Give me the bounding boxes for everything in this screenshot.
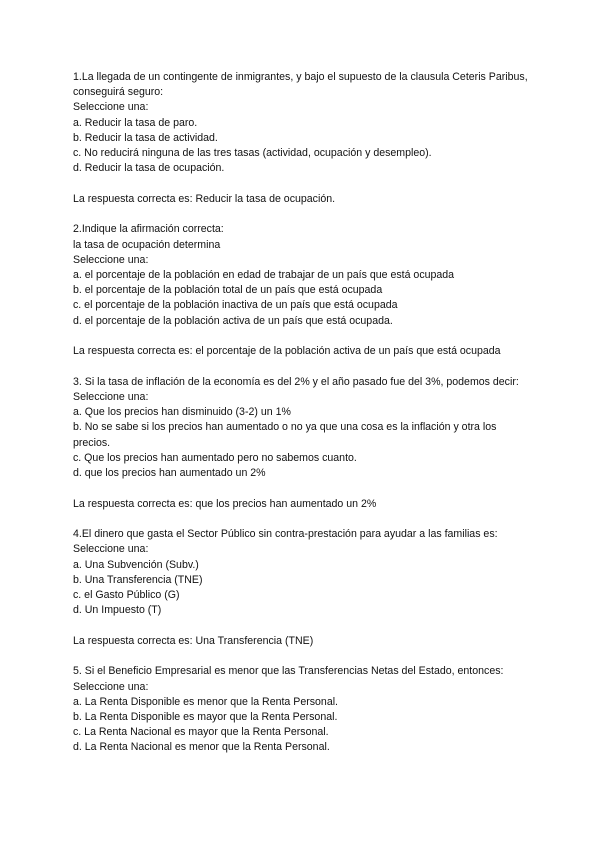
question-4-answer: La respuesta correcta es: Una Transferencia (TNE): [73, 634, 314, 647]
question-5-option-c: c. La Renta Nacional es mayor que la Renta Personal.: [73, 726, 329, 739]
spacer: [73, 481, 533, 496]
question-4-option-b: b. Una Transferencia (TNE): [73, 573, 203, 586]
question-3: [73, 375, 533, 512]
spacer: [73, 649, 533, 664]
spacer: [73, 207, 533, 222]
question-2-stem: 2.Indique la afirmación correcta:: [73, 223, 224, 236]
question-1-option-b: b. Reducir la tasa de actividad.: [73, 131, 218, 144]
question-2-option-d: d. el porcentaje de la población activa de un país que está ocupada.: [73, 314, 393, 327]
question-1-prompt: Seleccione una:: [73, 101, 149, 114]
spacer: [73, 329, 533, 344]
document-content: [73, 70, 533, 756]
question-5: [73, 664, 533, 755]
question-4-stem: 4.El dinero que gasta el Sector Público sin contra-prestación para ayudar a las familias es:: [73, 528, 498, 541]
spacer: [73, 512, 533, 527]
question-4-prompt: Seleccione una:: [73, 543, 149, 556]
spacer: [73, 618, 533, 633]
question-5-option-a: a. La Renta Disponible es menor que la Renta Personal.: [73, 695, 339, 708]
question-4: [73, 527, 533, 649]
question-3-option-c: c. Que los precios han aumentado pero no sabemos cuanto.: [73, 451, 357, 464]
question-2-stem-continued: la tasa de ocupación determina: [73, 238, 221, 251]
question-4-option-d: d. Un Impuesto (T): [73, 604, 162, 617]
question-4-option-c: c. el Gasto Público (G): [73, 589, 180, 602]
question-2-option-b: b. el porcentaje de la población total de un país que está ocupada: [73, 284, 383, 297]
question-3-stem: 3. Si la tasa de inflación de la economía es del 2% y el año pasado fue del 3%, podemos decir:: [73, 375, 519, 388]
question-2-option-a: a. el porcentaje de la población en edad de trabajar de un país que está ocupada: [73, 269, 455, 282]
question-5-option-b: b. La Renta Disponible es mayor que la Renta Personal.: [73, 711, 338, 724]
question-3-answer: La respuesta correcta es: que los precios han aumentado un 2%: [73, 497, 377, 510]
question-1-option-a: a. Reducir la tasa de paro.: [73, 116, 198, 129]
question-5-prompt: Seleccione una:: [73, 680, 149, 693]
question-3-option-d: d. que los precios han aumentado un 2%: [73, 467, 266, 480]
question-1-option-c: c. No reducirá ninguna de las tres tasas (actividad, ocupación y desempleo).: [73, 147, 432, 160]
question-4-option-a: a. Una Subvención (Subv.): [73, 558, 199, 571]
question-1-answer: La respuesta correcta es: Reducir la tasa de ocupación.: [73, 192, 336, 205]
spacer: [73, 176, 533, 191]
question-2-prompt: Seleccione una:: [73, 253, 149, 266]
question-2-option-c: c. el porcentaje de la población inactiva de un país que está ocupada: [73, 299, 398, 312]
question-3-option-b: b. No se sabe si los precios han aumentado o no ya que una cosa es la inflación y otra los precios.: [73, 421, 497, 449]
question-5-stem: 5. Si el Beneficio Empresarial es menor que las Transferencias Netas del Estado, entonces:: [73, 665, 504, 678]
question-2: [73, 222, 533, 359]
question-3-option-a: a. Que los precios han disminuido (3-2) un 1%: [73, 406, 291, 419]
spacer: [73, 359, 533, 374]
question-5-option-d: d. La Renta Nacional es menor que la Renta Personal.: [73, 741, 330, 754]
question-1-option-d: d. Reducir la tasa de ocupación.: [73, 162, 225, 175]
question-3-prompt: Seleccione una:: [73, 391, 149, 404]
question-1: [73, 70, 533, 207]
question-1-stem: 1.La llegada de un contingente de inmigrantes, y bajo el supuesto de la clausula Ceteris Paribus, conseguirá seguro:: [73, 71, 528, 99]
question-2-answer: La respuesta correcta es: el porcentaje de la población activa de un país que está ocupada: [73, 345, 501, 358]
